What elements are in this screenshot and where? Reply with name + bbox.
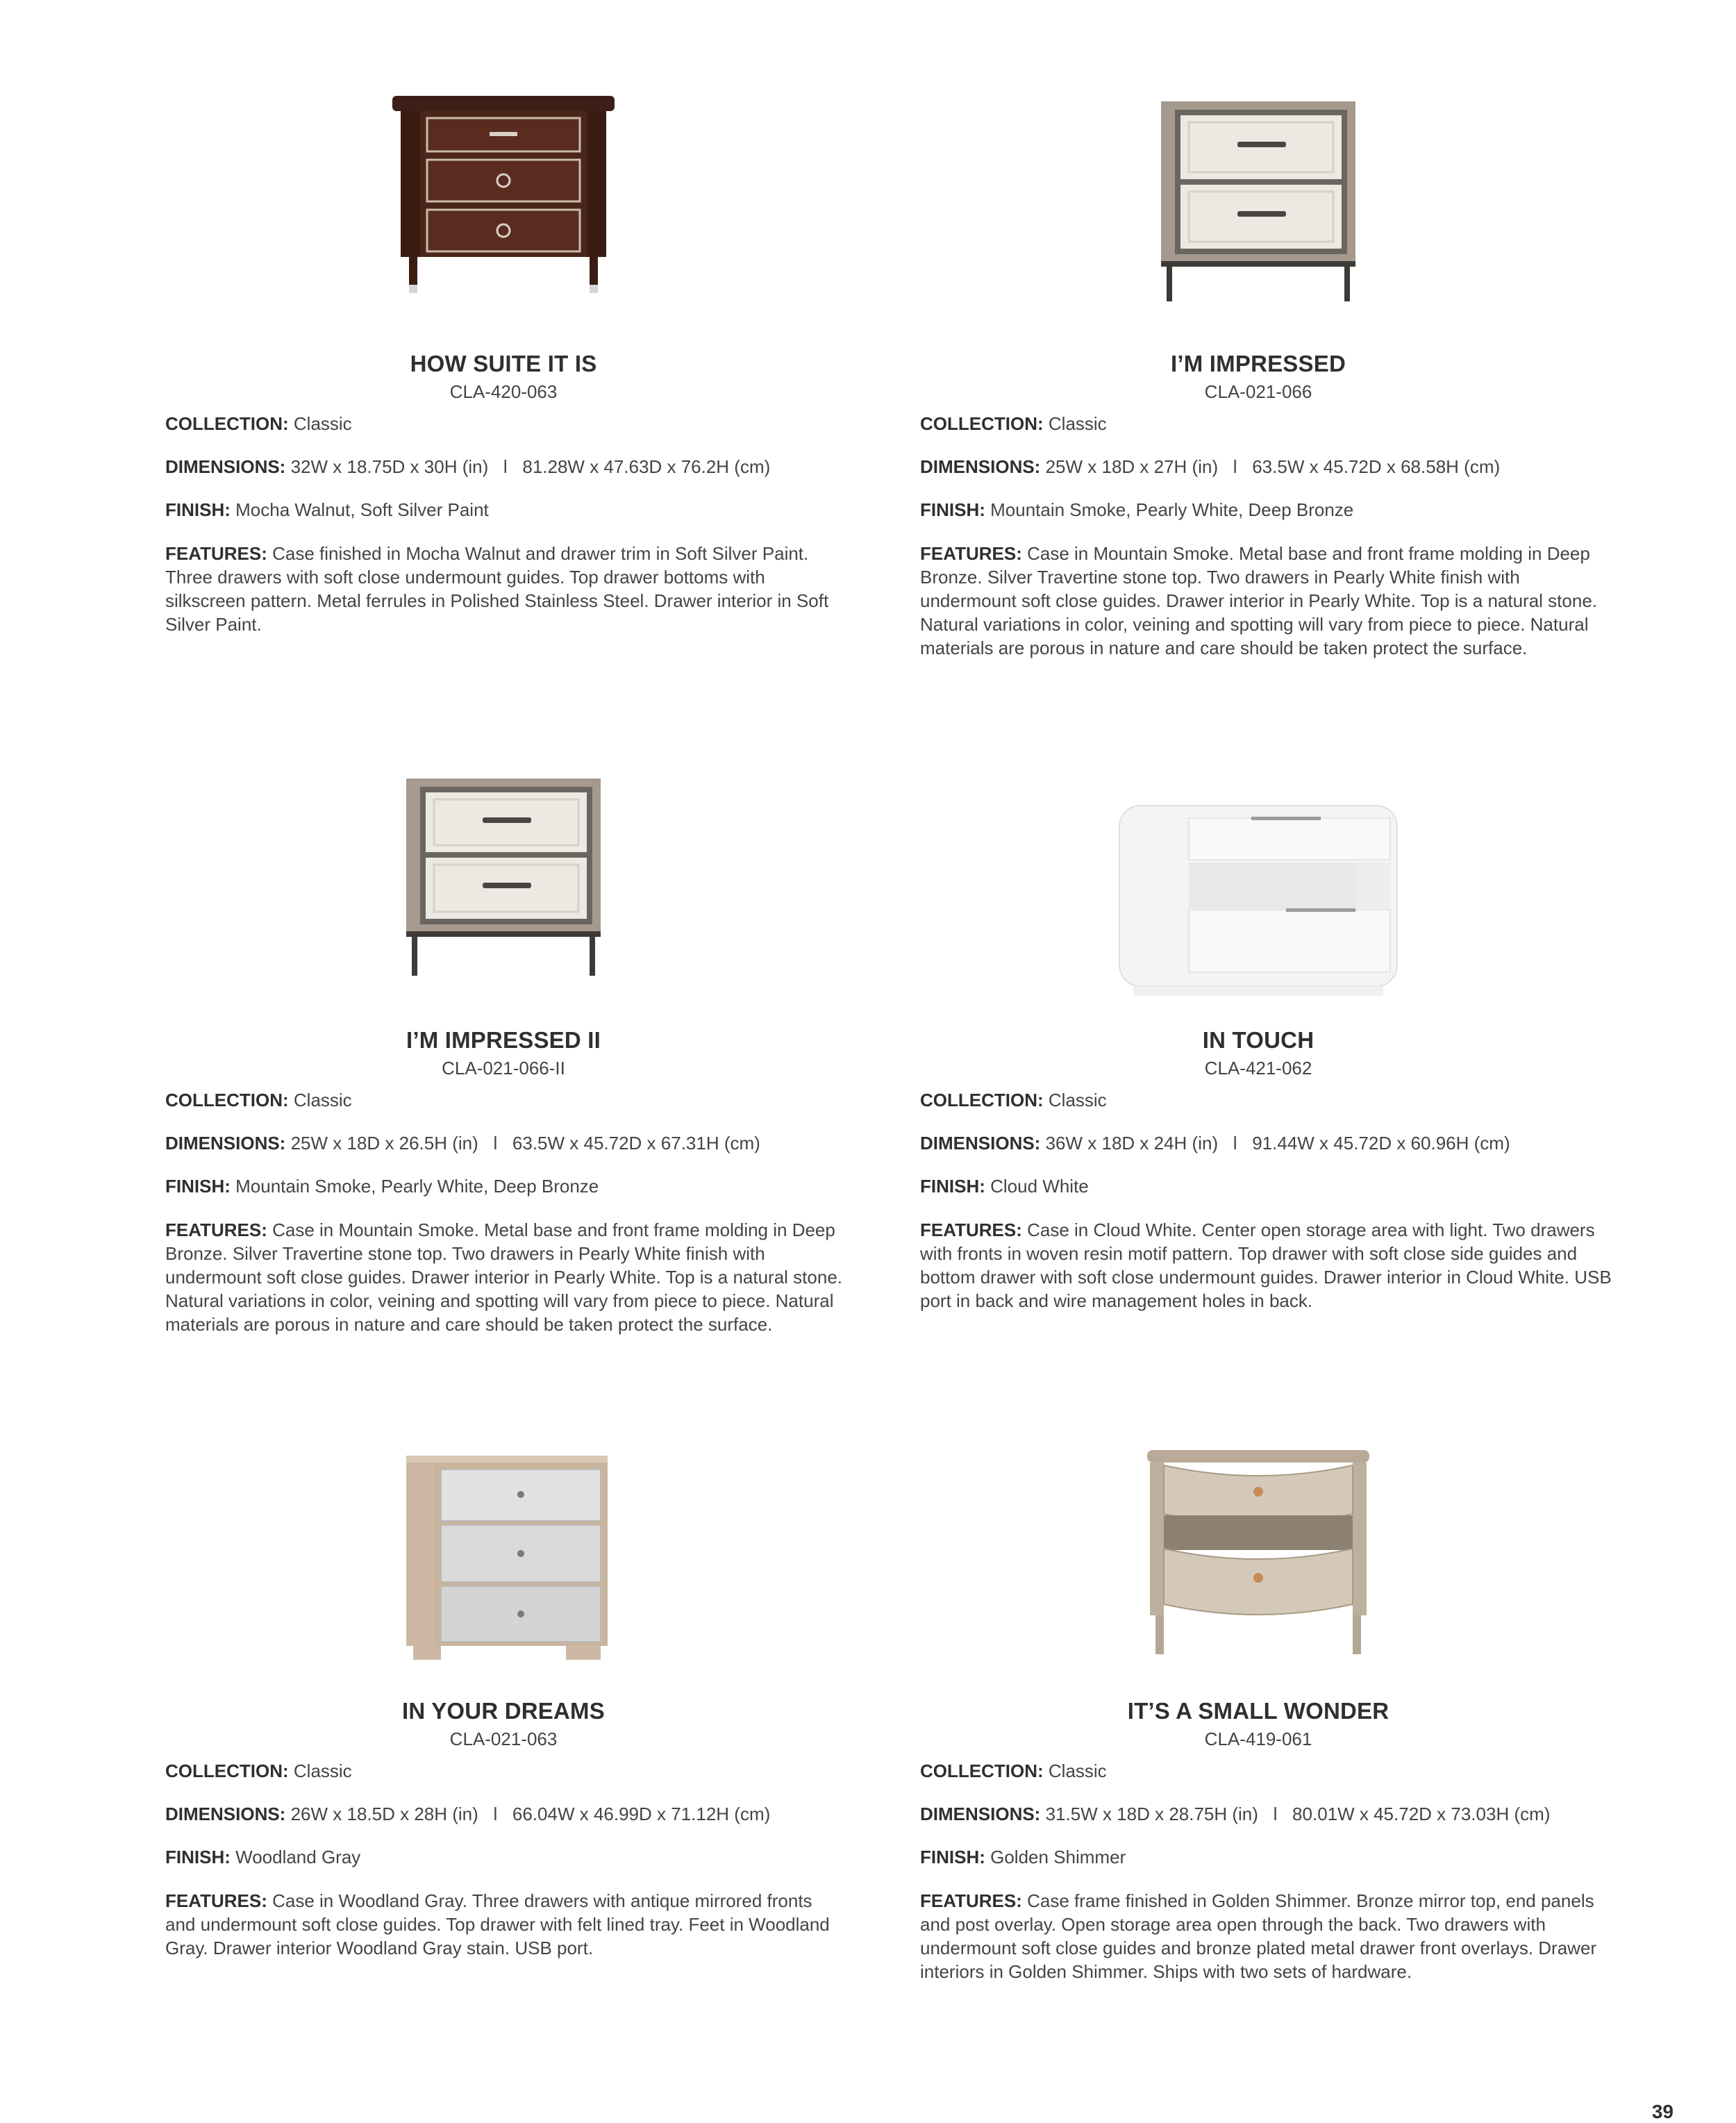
dimensions-line — [920, 1802, 1614, 1826]
dimensions-label: DIMENSIONS: — [920, 1133, 1041, 1154]
finish-line — [165, 1174, 860, 1198]
product-code: CLA-021-063 — [449, 1729, 558, 1749]
collection-line — [920, 412, 1614, 435]
dimensions-label: DIMENSIONS: — [165, 456, 286, 477]
collection-label: COLLECTION: — [165, 1760, 289, 1781]
dimensions-line — [920, 1131, 1614, 1155]
product-image — [156, 90, 851, 368]
features-label: FEATURES: — [165, 543, 267, 564]
collection-label: COLLECTION: — [165, 413, 289, 434]
product-code: CLA-421-062 — [1204, 1058, 1312, 1079]
features-label: FEATURES: — [165, 1219, 267, 1240]
finish-value: Golden Shimmer — [990, 1847, 1126, 1867]
features-paragraph — [165, 542, 846, 636]
nightstand-walnut-image — [385, 90, 621, 299]
product-code: CLA-419-061 — [1204, 1729, 1312, 1749]
collection-line — [920, 1088, 1614, 1112]
finish-value: Cloud White — [990, 1176, 1089, 1197]
nightstand-golden-shimmer-image — [1133, 1445, 1383, 1660]
collection-value: Classic — [293, 413, 352, 434]
finish-label: FINISH: — [920, 1847, 985, 1867]
product-code: CLA-420-063 — [449, 381, 558, 402]
features-paragraph — [165, 1889, 846, 1960]
collection-label: COLLECTION: — [920, 413, 1044, 434]
collection-label: COLLECTION: — [920, 1090, 1044, 1110]
collection-line — [165, 1759, 860, 1783]
finish-line — [165, 1845, 860, 1869]
nightstand-smoke-white-image — [1147, 97, 1369, 306]
finish-label: FINISH: — [920, 1176, 985, 1197]
product-name: I’M IMPRESSED II — [406, 1027, 601, 1053]
finish-label: FINISH: — [165, 499, 231, 520]
dimensions-label: DIMENSIONS: — [920, 1804, 1041, 1824]
dimensions-value: 32W x 18.75D x 30H (in) l 81.28W x 47.63D x 76.2H (cm) — [290, 456, 771, 477]
finish-line — [920, 1174, 1614, 1198]
product-code: CLA-021-066 — [1204, 381, 1312, 402]
product-image — [156, 774, 851, 1052]
collection-label: COLLECTION: — [165, 1090, 289, 1110]
dimensions-line — [920, 455, 1614, 478]
features-paragraph — [165, 1218, 860, 1336]
dimensions-value: 25W x 18D x 27H (in) l 63.5W x 45.72D x 68.58H (cm) — [1045, 456, 1501, 477]
finish-value: Mocha Walnut, Soft Silver Paint — [235, 499, 489, 520]
nightstand-mirrored-image — [392, 1451, 615, 1667]
product-image — [911, 1445, 1605, 1722]
collection-value: Classic — [293, 1090, 352, 1110]
collection-value: Classic — [1048, 1090, 1107, 1110]
collection-label: COLLECTION: — [920, 1760, 1044, 1781]
dimensions-label: DIMENSIONS: — [165, 1804, 286, 1824]
finish-line — [920, 1845, 1614, 1869]
nightstand-smoke-white-ii-image — [392, 774, 615, 983]
features-label: FEATURES: — [920, 543, 1022, 564]
dimensions-line — [165, 1802, 860, 1826]
features-label: FEATURES: — [920, 1219, 1022, 1240]
features-paragraph — [920, 542, 1614, 660]
finish-label: FINISH: — [165, 1176, 231, 1197]
features-paragraph — [920, 1889, 1614, 1983]
finish-value: Mountain Smoke, Pearly White, Deep Bronze — [235, 1176, 599, 1197]
features-label: FEATURES: — [920, 1890, 1022, 1911]
dimensions-value: 26W x 18.5D x 28H (in) l 66.04W x 46.99D x 71.12H (cm) — [290, 1804, 771, 1824]
dimensions-line — [165, 1131, 860, 1155]
dimensions-label: DIMENSIONS: — [920, 456, 1041, 477]
features-value: Case in Mountain Smoke. Metal base and front frame molding in Deep Bronze. Silver Travertine stone top. Two drawers in Pearly White finish with undermount soft close guides. Drawer interior in Pearly White. Top is a natural stone. Natural variations in color, veining and spotting will vary from piece to piece. Natural materials are porous in nature and care should be taken protect the surface. — [920, 543, 1597, 658]
finish-label: FINISH: — [920, 499, 985, 520]
dimensions-label: DIMENSIONS: — [165, 1133, 286, 1154]
features-label: FEATURES: — [165, 1890, 267, 1911]
collection-value: Classic — [1048, 413, 1107, 434]
product-name: HOW SUITE IT IS — [410, 351, 597, 376]
finish-value: Woodland Gray — [235, 1847, 361, 1867]
dimensions-value: 31.5W x 18D x 28.75H (in) l 80.01W x 45.72D x 73.03H (cm) — [1045, 1804, 1551, 1824]
product-image — [156, 1451, 851, 1729]
product-name: IN YOUR DREAMS — [402, 1698, 605, 1724]
dimensions-line — [165, 455, 860, 478]
nightstand-cloud-white-image — [1112, 799, 1404, 1007]
collection-line — [165, 1088, 860, 1112]
product-code: CLA-021-066-II — [442, 1058, 565, 1079]
features-value: Case in Mountain Smoke. Metal base and front frame molding in Deep Bronze. Silver Travertine stone top. Two drawers in Pearly White finish with undermount soft close guides. Drawer interior in Pearly White. Top is a natural stone. Natural variations in color, veining and spotting will vary from piece to piece. Natural materials are porous in nature and care should be taken protect the surface. — [165, 1219, 842, 1335]
collection-value: Classic — [293, 1760, 352, 1781]
dimensions-value: 25W x 18D x 26.5H (in) l 63.5W x 45.72D x 67.31H (cm) — [290, 1133, 760, 1154]
collection-line — [920, 1759, 1614, 1783]
collection-line — [165, 412, 860, 435]
finish-line — [165, 498, 860, 522]
features-value: Case in Woodland Gray. Three drawers with antique mirrored fronts and undermount soft close guides. Top drawer with felt lined tray. Feet in Woodland Gray. Drawer interior Woodland Gray stain. USB port. — [165, 1890, 830, 1958]
finish-line — [920, 498, 1614, 522]
features-paragraph — [920, 1218, 1614, 1313]
product-image — [911, 97, 1605, 375]
finish-label: FINISH: — [165, 1847, 231, 1867]
collection-value: Classic — [1048, 1760, 1107, 1781]
product-name: IN TOUCH — [1202, 1027, 1314, 1053]
page-number: 39 — [1651, 2101, 1674, 2122]
finish-value: Mountain Smoke, Pearly White, Deep Bronze — [990, 499, 1354, 520]
product-name: IT’S A SMALL WONDER — [1127, 1698, 1389, 1724]
product-name: I’M IMPRESSED — [1171, 351, 1346, 376]
features-value: Case finished in Mocha Walnut and drawer trim in Soft Silver Paint. Three drawers with soft close undermount guides. Top drawer bottoms with silkscreen pattern. Metal ferrules in Polished Stainless Steel. Drawer interior in Soft Silver Paint. — [165, 543, 829, 635]
features-value: Case in Cloud White. Center open storage area with light. Two drawers with fronts in woven resin motif pattern. Top drawer with soft close side guides and bottom drawer with soft close undermount guides. Drawer interior in Cloud White. USB port in back and wire management holes in back. — [920, 1219, 1612, 1311]
dimensions-value: 36W x 18D x 24H (in) l 91.44W x 45.72D x 60.96H (cm) — [1045, 1133, 1510, 1154]
features-value: Case frame finished in Golden Shimmer. Bronze mirror top, end panels and post overlay. Open storage area open through the back. Two drawers with undermount soft close guides and bronze plated metal drawer front overlays. Drawer interiors in Golden Shimmer. Ships with two sets of hardware. — [920, 1890, 1597, 1982]
